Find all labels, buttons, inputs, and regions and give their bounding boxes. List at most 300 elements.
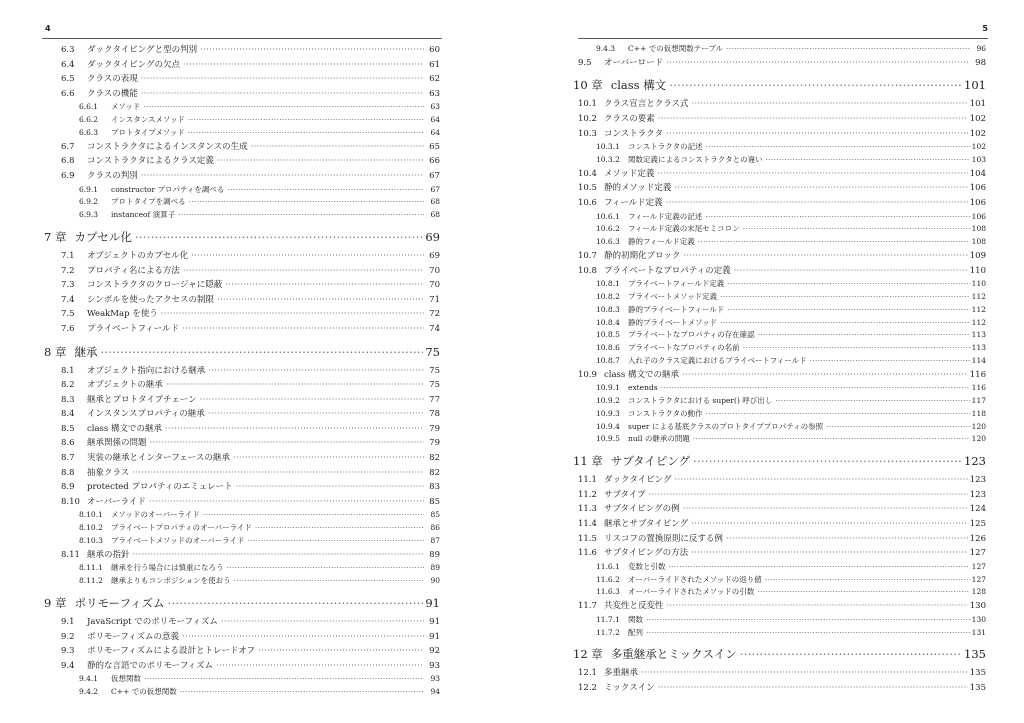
- toc-section: [44, 630, 440, 645]
- toc-section: [578, 502, 986, 517]
- entry-title: リスコフの置換原則に反する例: [604, 533, 723, 544]
- toc-subsection: [44, 127, 440, 140]
- entry-page: 127: [971, 561, 986, 571]
- entry-page: 112: [971, 317, 986, 327]
- entry-number: 8.11.2: [79, 576, 103, 586]
- entry-number: 12.1: [578, 668, 597, 679]
- entry-title: シンボルを使ったアクセスの制限: [87, 294, 215, 305]
- entry-number: 9.4.2: [79, 687, 99, 697]
- entry-title: ダックタイピングの欠点: [87, 59, 180, 70]
- toc-subsection: [44, 509, 440, 522]
- entry-title: コンストラクタにおける super() 呼び出し: [628, 396, 773, 406]
- entry-title: メソッド定義: [604, 168, 655, 179]
- entry-number: 10.8.7: [596, 355, 620, 365]
- entry-number: 11.1: [578, 475, 597, 486]
- entry-page: 86: [430, 523, 440, 533]
- dot-leader: [208, 407, 424, 422]
- toc-section: [44, 615, 440, 630]
- entry-page: 65: [429, 141, 440, 152]
- dot-leader: [693, 453, 962, 470]
- entry-page: 135: [969, 683, 986, 694]
- entry-title: プライベートフィールド: [87, 323, 180, 334]
- toc-section: [578, 249, 986, 264]
- entry-number: 8.10.2: [79, 523, 103, 533]
- toc-section: [578, 368, 986, 383]
- entry-page: 74: [429, 323, 440, 334]
- entry-page: 90: [430, 576, 440, 586]
- toc-section: [44, 378, 440, 393]
- toc-section: [44, 659, 440, 674]
- entry-number: 10.9: [578, 369, 597, 380]
- entry-title: プライベートなプロパティの定義: [604, 265, 731, 276]
- entry-number: 11.4: [578, 519, 597, 530]
- entry-page: 135: [964, 647, 986, 662]
- entry-number: 10.2: [578, 113, 597, 124]
- entry-number: 10.8: [578, 265, 597, 276]
- entry-number: 7.5: [61, 309, 75, 320]
- entry-title: フィールド定義: [604, 197, 663, 208]
- toc-subsection: [44, 522, 440, 535]
- entry-page: 93: [429, 660, 440, 671]
- toc-section: [44, 140, 440, 155]
- dot-leader: [757, 586, 969, 599]
- entry-page: 131: [971, 627, 986, 637]
- entry-title: サブタイプ: [604, 489, 646, 500]
- entry-number: 8.4: [61, 409, 75, 420]
- entry-number: 10.8.5: [596, 330, 620, 340]
- entry-page: 127: [971, 574, 986, 584]
- toc-subsection: [44, 535, 440, 548]
- entry-number: 6.9.1: [79, 184, 99, 194]
- entry-title: 静的プライベートメソッド: [628, 317, 718, 327]
- dot-leader: [143, 101, 424, 114]
- toc-chapter: [573, 77, 986, 94]
- toc-subsection: [578, 291, 986, 304]
- dot-leader: [758, 329, 970, 342]
- entry-title: プロトタイプメソッド: [111, 127, 185, 137]
- toc-chapter: [573, 646, 986, 663]
- dot-leader: [810, 355, 970, 368]
- dot-leader: [221, 615, 424, 630]
- entry-number: 9.5: [578, 57, 592, 68]
- entry-page: 124: [969, 504, 986, 515]
- entry-number: 9.4.3: [596, 44, 616, 53]
- entry-title: オーバーロード: [604, 57, 664, 68]
- entry-number: 10.6.3: [596, 237, 620, 247]
- dot-leader: [183, 264, 424, 279]
- entry-number: 6.6: [61, 88, 75, 99]
- entry-number: 10.8.3: [596, 304, 620, 314]
- toc-subsection: [578, 236, 986, 249]
- entry-page: 123: [969, 475, 986, 486]
- entry-number: 6.9.2: [79, 197, 99, 207]
- toc-subsection: [578, 223, 986, 236]
- entry-page: 112: [971, 304, 986, 314]
- dot-leader: [178, 209, 424, 222]
- entry-title: クラスの機能: [87, 88, 138, 99]
- toc-subsection: [44, 184, 440, 197]
- toc-section: [578, 181, 986, 196]
- entry-page: 75: [425, 344, 440, 359]
- toc-section: [578, 127, 986, 142]
- entry-page: 120: [971, 421, 986, 431]
- dot-leader: [726, 532, 968, 547]
- entry-page: 114: [971, 355, 986, 365]
- entry-title: コンストラクタの動作: [628, 408, 703, 418]
- entry-page: 117: [971, 396, 986, 406]
- dot-leader: [693, 433, 970, 446]
- toc-subsection: [578, 211, 986, 224]
- dot-leader: [705, 211, 969, 224]
- dot-leader: [166, 378, 424, 393]
- entry-page: 63: [430, 102, 440, 112]
- entry-page: 118: [971, 408, 986, 418]
- toc-section: [44, 278, 440, 293]
- entry-page: 125: [969, 519, 986, 530]
- dot-leader: [217, 154, 424, 169]
- entry-title: class 構文での継承: [87, 423, 162, 434]
- entry-number: 10.3.1: [596, 142, 620, 152]
- entry-page: 75: [429, 365, 440, 376]
- toc-subsection: [578, 395, 986, 408]
- entry-title: オーバーライドされたメソッドの返り値: [628, 574, 762, 584]
- toc-subsection: [44, 114, 440, 127]
- toc-section: [578, 681, 986, 696]
- entry-number: 6.6.3: [79, 127, 99, 137]
- entry-number: 8.11.1: [79, 563, 103, 573]
- entry-title: ポリモーフィズムの意義: [87, 631, 180, 642]
- entry-page: 106: [969, 183, 986, 194]
- entry-page: 135: [969, 668, 986, 679]
- dot-leader: [691, 517, 968, 532]
- entry-number: 9.2: [61, 631, 75, 642]
- entry-number: 9.4: [61, 660, 75, 671]
- entry-number: 10 章: [573, 78, 603, 93]
- dot-leader: [706, 408, 970, 421]
- toc-subsection: [578, 141, 986, 154]
- toc-section: [44, 322, 440, 337]
- entry-page: 82: [429, 467, 440, 478]
- entry-title: 継承の指針: [87, 549, 130, 560]
- dot-leader: [661, 382, 970, 395]
- entry-page: 91: [425, 596, 440, 611]
- dot-leader: [191, 249, 424, 264]
- toc-section: [578, 532, 986, 547]
- entry-title: 継承とサブタイピング: [604, 519, 689, 530]
- entry-number: 12.2: [578, 683, 597, 694]
- dot-leader: [726, 43, 970, 56]
- dot-leader: [255, 522, 424, 535]
- dot-leader: [740, 646, 962, 663]
- entry-title: 静的初期化ブロック: [604, 250, 681, 261]
- entry-number: 11.6.1: [596, 561, 620, 571]
- entry-number: 11.6.2: [596, 574, 620, 584]
- entry-number: 10.9.2: [596, 396, 620, 406]
- entry-title: インスタンスプロパティの継承: [87, 409, 205, 420]
- dot-leader: [826, 421, 969, 434]
- toc-section: [44, 264, 440, 279]
- entry-title: クラスの要素: [604, 113, 655, 124]
- entry-number: 8.10: [61, 496, 80, 507]
- entry-page: 83: [429, 482, 440, 493]
- toc-section: [44, 422, 440, 437]
- toc-subsection: [44, 209, 440, 222]
- page-number: 4: [45, 24, 51, 33]
- dot-leader: [258, 644, 424, 659]
- toc-subsection: [578, 154, 986, 167]
- toc-section: [44, 364, 440, 379]
- dot-leader: [698, 236, 970, 249]
- entry-title: constructor プロパティを調べる: [111, 184, 225, 194]
- toc-chapter: [44, 229, 440, 246]
- dot-leader: [646, 614, 970, 627]
- entry-page: 91: [429, 617, 440, 628]
- entry-title: プライベートフィールド定義: [628, 279, 725, 289]
- entry-page: 71: [429, 294, 440, 305]
- entry-number: 9.1: [61, 617, 75, 628]
- dot-leader: [227, 562, 425, 575]
- entry-title: 仮想関数: [111, 674, 141, 684]
- toc-subsection: [578, 355, 986, 368]
- entry-page: 120: [971, 434, 986, 444]
- dot-leader: [149, 495, 424, 510]
- entry-page: 60: [429, 45, 440, 55]
- entry-title: ミックスイン: [604, 683, 655, 694]
- entry-page: 92: [429, 646, 440, 657]
- entry-page: 98: [975, 57, 986, 68]
- toc-subsection: [44, 101, 440, 114]
- entry-title: class 構文: [610, 78, 667, 93]
- toc-section: [44, 436, 440, 451]
- entry-title: 静的メソッド定義: [604, 183, 672, 194]
- entry-number: 11.5: [578, 533, 597, 544]
- entry-title: サブタイピングの方法: [604, 548, 689, 559]
- header-rule: [578, 38, 988, 39]
- entry-number: 10.8.2: [596, 291, 620, 301]
- entry-title: プライベートメソッドのオーバーライド: [111, 536, 245, 546]
- entry-page: 68: [430, 210, 440, 220]
- entry-title: オブジェクトの継承: [87, 380, 163, 391]
- entry-page: 108: [971, 224, 986, 234]
- dot-leader: [161, 307, 424, 322]
- dot-leader: [188, 114, 424, 127]
- toc-section: [578, 97, 986, 112]
- entry-page: 69: [425, 229, 440, 244]
- toc-section: [44, 58, 440, 73]
- dot-leader: [666, 196, 968, 211]
- entry-number: 8.11: [61, 549, 80, 560]
- toc-subsection: [578, 317, 986, 330]
- entry-title: 静的フィールド定義: [628, 237, 695, 247]
- entry-page: 61: [429, 59, 440, 70]
- entry-number: 11.7.2: [596, 627, 620, 637]
- entry-title: null の継承の問題: [628, 434, 690, 444]
- entry-title: コンストラクタによるクラス定義: [87, 156, 214, 167]
- toc-section: [578, 488, 986, 503]
- entry-title: フィールド定義の末尾セミコロン: [628, 224, 740, 234]
- entry-title: 多重継承: [604, 668, 639, 679]
- entry-page: 68: [430, 197, 440, 207]
- entry-number: 8.10.1: [79, 510, 103, 520]
- dot-leader: [135, 229, 423, 246]
- toc-subsection: [578, 278, 986, 291]
- toc-subsection: [44, 575, 440, 588]
- entry-number: 11.7.1: [596, 614, 620, 624]
- entry-title: フィールド定義の記述: [628, 211, 703, 221]
- entry-title: ポリモーフィズムによる設計とトレードオフ: [87, 646, 256, 657]
- dot-leader: [682, 368, 968, 383]
- dot-leader: [141, 72, 424, 87]
- entry-title: クラス宣言とクラス式: [604, 99, 689, 110]
- entry-page: 62: [429, 74, 440, 85]
- toc-section: [44, 393, 440, 408]
- dot-leader: [236, 480, 424, 495]
- entry-number: 10.8.4: [596, 317, 620, 327]
- entry-number: 8.2: [61, 380, 75, 391]
- entry-title: インスタンスメソッド: [111, 115, 185, 125]
- dot-leader: [133, 548, 424, 563]
- entry-title: コンストラクタのクロージャに隠蔽: [87, 280, 223, 291]
- toc-subsection: [44, 673, 440, 686]
- dot-leader: [182, 630, 424, 645]
- entry-number: 10.3.2: [596, 154, 620, 164]
- entry-page: 64: [430, 115, 440, 125]
- entry-page: 93: [430, 674, 440, 684]
- toc-section: [578, 167, 986, 182]
- dot-leader: [233, 451, 424, 466]
- toc-section: [44, 466, 440, 481]
- dot-leader: [766, 154, 970, 167]
- dot-leader: [182, 322, 424, 337]
- dot-leader: [144, 673, 424, 686]
- toc-section: [44, 495, 440, 510]
- toc-section: [44, 154, 440, 169]
- toc-subsection: [44, 686, 440, 699]
- entry-page: 130: [971, 614, 986, 624]
- entry-page: 126: [969, 533, 986, 544]
- entry-title: カプセル化: [74, 229, 132, 244]
- entry-title: オーバーライド: [87, 496, 146, 507]
- toc-list: [44, 43, 440, 699]
- dot-leader: [775, 395, 969, 408]
- entry-title: 継承よりもコンポジションを使おう: [111, 576, 231, 586]
- entry-page: 123: [969, 489, 986, 500]
- entry-number: 6.8: [61, 156, 75, 167]
- toc-section: [44, 480, 440, 495]
- entry-number: 12 章: [573, 647, 603, 662]
- entry-title: ダックタイピングと型の判別: [87, 45, 198, 55]
- entry-title: super による基底クラスのプロトタイププロパティの参照: [628, 421, 824, 431]
- entry-title: コンストラクタの記述: [628, 142, 703, 152]
- dot-leader: [225, 278, 424, 293]
- entry-number: 10.6.2: [596, 224, 620, 234]
- entry-number: 9.3: [61, 646, 75, 657]
- dot-leader: [150, 436, 424, 451]
- entry-title: 関数定義によるコンストラクタとの違い: [628, 154, 763, 164]
- toc-subsection: [578, 304, 986, 317]
- entry-number: 11.7: [578, 601, 597, 612]
- entry-number: 10.4: [578, 168, 597, 179]
- toc-subsection: [578, 408, 986, 421]
- toc-subsection: [578, 614, 986, 627]
- entry-title: 継承を行う場合には慎重になろう: [111, 563, 224, 573]
- entry-page: 87: [430, 536, 440, 546]
- entry-page: 89: [430, 563, 440, 573]
- entry-number: 11.2: [578, 489, 597, 500]
- entry-number: 8.1: [61, 365, 75, 376]
- dot-leader: [188, 127, 424, 140]
- entry-number: 11.6: [578, 548, 597, 559]
- dot-leader: [743, 342, 970, 355]
- entry-page: 91: [429, 631, 440, 642]
- entry-page: 110: [971, 279, 986, 289]
- dot-leader: [691, 546, 968, 561]
- toc-section: [578, 546, 986, 561]
- toc-section: [578, 56, 986, 71]
- entry-title: コンストラクタによるインスタンスの生成: [87, 141, 248, 152]
- dot-leader: [727, 278, 969, 291]
- entry-number: 10.8.1: [596, 279, 620, 289]
- dot-leader: [227, 184, 424, 197]
- entry-page: 109: [969, 250, 986, 261]
- dot-leader: [669, 77, 962, 94]
- entry-number: 6.9.3: [79, 210, 99, 220]
- entry-title: プライベートメソッド定義: [628, 291, 718, 301]
- entry-page: 70: [429, 280, 440, 291]
- entry-number: 9.4.1: [79, 674, 99, 684]
- entry-title: メソッドのオーバーライド: [111, 510, 200, 520]
- entry-number: 7.6: [61, 323, 75, 334]
- entry-title: プライベートなプロパティの名前: [628, 343, 740, 353]
- toc-subsection: [578, 329, 986, 342]
- entry-title: 静的な言語でのポリモーフィズム: [87, 660, 214, 671]
- entry-number: 7.4: [61, 294, 75, 305]
- entry-page: 75: [429, 380, 440, 391]
- toc-section: [44, 307, 440, 322]
- entry-number: 9 章: [44, 596, 67, 611]
- entry-number: 8.6: [61, 438, 75, 449]
- entry-title: プロパティ名による方法: [87, 265, 180, 276]
- entry-number: 6.5: [61, 74, 75, 85]
- dot-leader: [683, 249, 967, 264]
- entry-title: 変数と引数: [628, 561, 666, 571]
- entry-title: WeakMap を使う: [87, 309, 158, 320]
- entry-page: 96: [976, 44, 986, 53]
- dot-leader: [734, 264, 968, 279]
- dot-leader: [180, 686, 424, 699]
- dot-leader: [168, 595, 424, 612]
- toc-section: [578, 196, 986, 211]
- entry-title: 継承: [74, 344, 98, 359]
- entry-number: 10.3: [578, 128, 597, 139]
- entry-title: クラスの表現: [87, 74, 138, 85]
- dot-leader: [666, 56, 970, 71]
- header-rule: [42, 38, 442, 39]
- entry-number: 10.9.5: [596, 434, 620, 444]
- dot-leader: [657, 167, 967, 182]
- entry-page: 106: [971, 211, 986, 221]
- entry-number: 6.7: [61, 141, 75, 152]
- entry-page: 127: [969, 548, 986, 559]
- dot-leader: [216, 659, 424, 674]
- dot-leader: [646, 627, 970, 640]
- dot-leader: [100, 344, 423, 361]
- entry-title: クラスの判別: [87, 170, 138, 181]
- entry-title: ダックタイピング: [604, 475, 672, 486]
- toc-section: [578, 112, 986, 127]
- entry-page: 101: [969, 99, 986, 110]
- entry-number: 8 章: [44, 344, 67, 359]
